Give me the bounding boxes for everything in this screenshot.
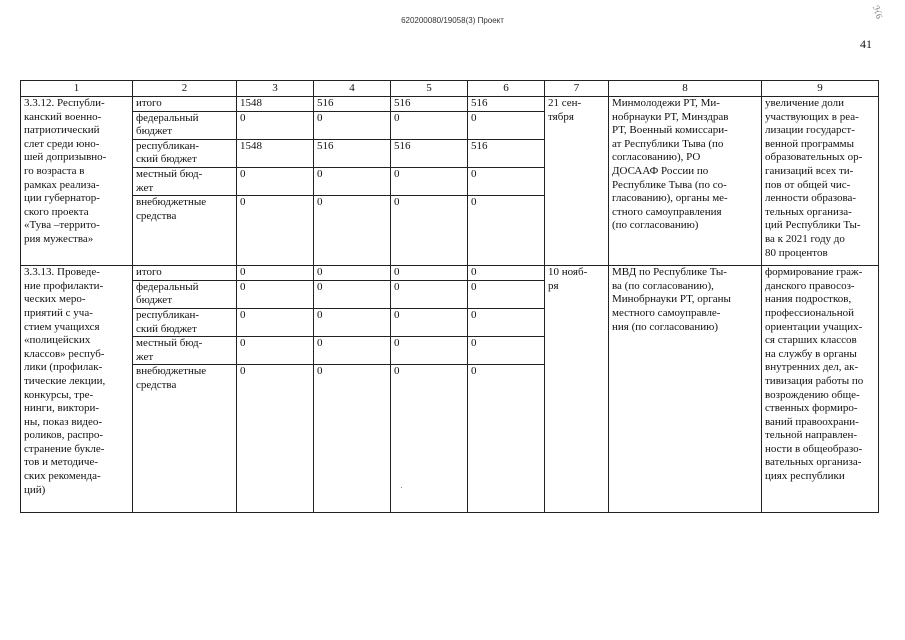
value-cell: 0 bbox=[391, 337, 468, 365]
table-row bbox=[21, 266, 879, 281]
column-number: 7 bbox=[545, 81, 609, 97]
value-cell: 0 bbox=[468, 365, 545, 513]
column-number: 9 bbox=[762, 81, 879, 97]
column-number: 8 bbox=[609, 81, 762, 97]
responsible-executors: МВД по Республике Ты- ва (по согласованию), Минобрнауки РТ, органы местного самоуправле- ния (по согласованию) bbox=[609, 266, 762, 513]
value-cell: 0 bbox=[468, 196, 545, 266]
page-number: 41 bbox=[860, 37, 872, 51]
value-cell: 1548 bbox=[237, 97, 314, 112]
column-number: 3 bbox=[237, 81, 314, 97]
funding-source: местный бюд- жет bbox=[133, 167, 237, 195]
value-cell: 0 bbox=[391, 365, 468, 513]
scan-speck bbox=[401, 487, 402, 488]
value-cell: 0 bbox=[314, 280, 391, 308]
value-cell: 0 bbox=[314, 308, 391, 336]
value-cell: 516 bbox=[314, 139, 391, 167]
value-cell: 0 bbox=[314, 266, 391, 281]
value-cell: 0 bbox=[237, 266, 314, 281]
funding-source: итого bbox=[133, 97, 237, 112]
column-number: 2 bbox=[133, 81, 237, 97]
value-cell: 0 bbox=[391, 196, 468, 266]
document-header-code: 620200080/19058(3) Проект bbox=[401, 16, 504, 25]
value-cell: 0 bbox=[468, 266, 545, 281]
value-cell: 0 bbox=[237, 308, 314, 336]
value-cell: 0 bbox=[391, 280, 468, 308]
column-number: 1 bbox=[21, 81, 133, 97]
value-cell: 0 bbox=[468, 308, 545, 336]
value-cell: 0 bbox=[237, 337, 314, 365]
funding-source: федеральный бюджет bbox=[133, 280, 237, 308]
column-number: 4 bbox=[314, 81, 391, 97]
value-cell: 516 bbox=[314, 97, 391, 112]
budget-table bbox=[20, 80, 879, 513]
funding-source: итого bbox=[133, 266, 237, 281]
table-row bbox=[21, 97, 879, 112]
deadline: 10 нояб- ря bbox=[545, 266, 609, 513]
value-cell: 0 bbox=[237, 167, 314, 195]
value-cell: 0 bbox=[468, 337, 545, 365]
funding-source: внебюджетные средства bbox=[133, 365, 237, 513]
value-cell: 1548 bbox=[237, 139, 314, 167]
value-cell: 0 bbox=[391, 308, 468, 336]
measure-title: 3.3.12. Республи- канский военно- патриотический слет среди юно- шей допризывно- го возраста в рамках реализа- ции губернатор- ского проекта «Тува –террито- рия мужества» bbox=[21, 97, 133, 266]
funding-source: республикан- ский бюджет bbox=[133, 308, 237, 336]
responsible-executors: Минмолодежи РТ, Ми- нобрнауки РТ, Минздрав РТ, Военный комиссари- ат Республики Тыва (по согласованию), РО ДОСААФ России по Республике Тыва (по со- гласованию), органы ме- стного самоуправления (по согласованию) bbox=[609, 97, 762, 266]
column-number-row bbox=[21, 81, 879, 97]
value-cell: 0 bbox=[314, 196, 391, 266]
handwritten-corner-mark: ℋ6 bbox=[870, 4, 885, 21]
value-cell: 0 bbox=[391, 111, 468, 139]
value-cell: 0 bbox=[468, 167, 545, 195]
value-cell: 516 bbox=[468, 97, 545, 112]
value-cell: 0 bbox=[468, 280, 545, 308]
funding-source: внебюджетные средства bbox=[133, 196, 237, 266]
funding-source: местный бюд- жет bbox=[133, 337, 237, 365]
value-cell: 0 bbox=[314, 167, 391, 195]
value-cell: 516 bbox=[391, 139, 468, 167]
value-cell: 0 bbox=[237, 111, 314, 139]
expected-result: увеличение доли участвующих в реа- лизации государст- венной программы образовательных ор- ганизаций всех ти- пов от общей чис- ленности образова- тельных организа- ций Республики Ты- ва к 2021 году до 80 процентов bbox=[762, 97, 879, 266]
value-cell: 516 bbox=[391, 97, 468, 112]
value-cell: 0 bbox=[314, 111, 391, 139]
value-cell: 0 bbox=[468, 111, 545, 139]
value-cell: 0 bbox=[237, 196, 314, 266]
value-cell: 0 bbox=[237, 280, 314, 308]
funding-source: федеральный бюджет bbox=[133, 111, 237, 139]
column-number: 5 bbox=[391, 81, 468, 97]
value-cell: 0 bbox=[314, 365, 391, 513]
value-cell: 0 bbox=[391, 266, 468, 281]
value-cell: 0 bbox=[314, 337, 391, 365]
value-cell: 0 bbox=[237, 365, 314, 513]
column-number: 6 bbox=[468, 81, 545, 97]
deadline: 21 сен- тября bbox=[545, 97, 609, 266]
value-cell: 516 bbox=[468, 139, 545, 167]
value-cell: 0 bbox=[391, 167, 468, 195]
funding-source: республикан- ский бюджет bbox=[133, 139, 237, 167]
expected-result: формирование граж- данского правосоз- нания подростков, профессиональной ориентации учащих- ся старших классов на службу в органы внутренних дел, ак- тивизация работы по возрождению обще- ственных формиро- ваний правоохрани- тельной направлен- ности в общеобразо- вательных организа- циях республики bbox=[762, 266, 879, 513]
measure-title: 3.3.13. Проведе- ние профилакти- ческих меро- приятий с уча- стием учащихся «полицейских классов» респуб- лики (профилак- тические лекции, конкурсы, тре- нинги, виктори- ны, показ видео- роликов, распро- странение букле- тов и методиче- ских рекоменда- ций) bbox=[21, 266, 133, 513]
